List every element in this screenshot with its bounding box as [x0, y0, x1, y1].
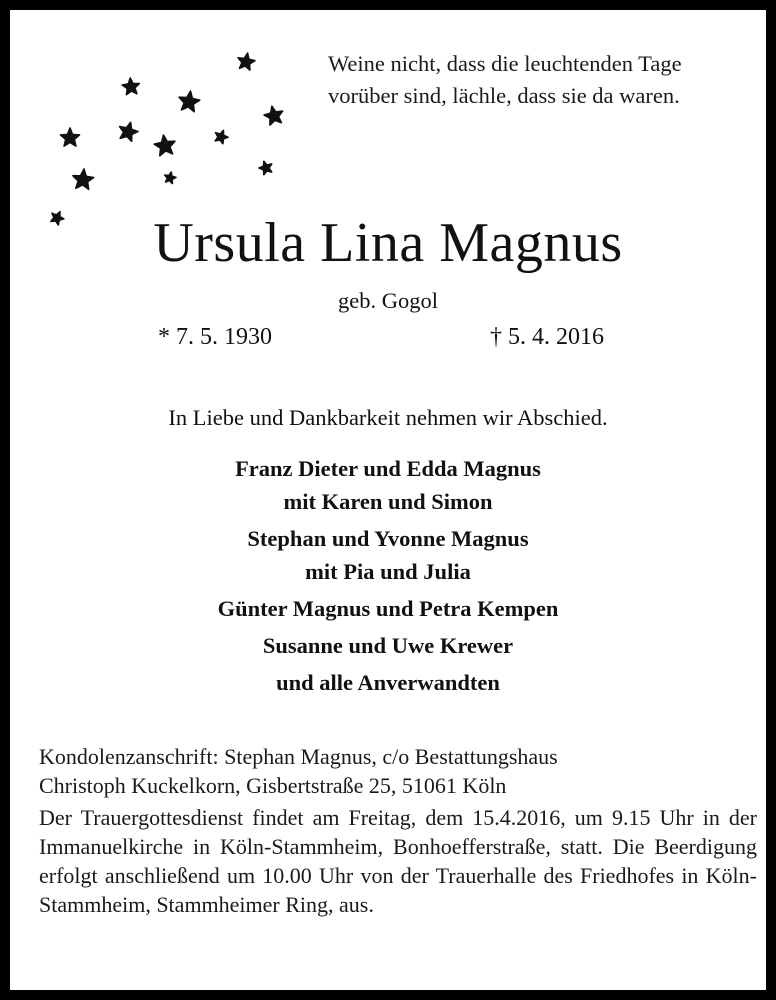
- mourner-group: [10, 522, 766, 588]
- mourner-line: Stephan und Yvonne Magnus: [247, 526, 529, 551]
- mourner-line: Susanne und Uwe Krewer: [262, 633, 514, 658]
- mourner-line: und alle Anverwandten: [276, 670, 500, 695]
- mourner-line: mit Pia und Julia: [305, 559, 471, 584]
- condolence-line: Christoph Kuckelkorn, Gisbertstraße 25, 51061 Köln: [39, 773, 507, 798]
- death-date: † 5. 4. 2016: [490, 324, 604, 350]
- condolence-line: Kondolenzanschrift: Stephan Magnus, c/o Bestattungshaus: [39, 744, 558, 769]
- mourners-list: [10, 452, 766, 703]
- farewell-text: In Liebe und Dankbarkeit nehmen wir Abschied.: [168, 405, 608, 430]
- quote: [328, 48, 768, 112]
- star-icon: [154, 135, 175, 156]
- mourner-line: Günter Magnus und Petra Kempen: [217, 596, 559, 621]
- star-icon: [165, 172, 176, 183]
- mourner-group: [10, 592, 766, 625]
- mourner-line: Franz Dieter und Edda Magnus: [235, 456, 541, 481]
- mourner-group: [10, 452, 766, 518]
- quote-line: vorüber sind, lächle, dass sie da waren.: [328, 83, 680, 108]
- star-icon: [259, 161, 272, 174]
- star-icon: [61, 128, 80, 146]
- service-details: Der Trauergottesdienst findet am Freitag, dem 15.4.2016, um 9.15 Uhr in der Immanuelkirche in Köln-Stammheim, Bonhoefferstraße, statt. Die Beerdigung erfolgt anschließend um 10.00 Uhr von der Trauerhalle des Friedhofes in Köln-Stammheim, Stammheimer Ring, aus.: [39, 805, 757, 917]
- star-icon: [122, 78, 139, 95]
- mourner-group: [10, 666, 766, 699]
- deceased-name: Ursula Lina Magnus: [153, 212, 623, 274]
- condolence-address: [39, 742, 757, 800]
- star-icon: [120, 122, 138, 141]
- star-icon: [179, 91, 200, 112]
- quote-line: Weine nicht, dass die leuchtenden Tage: [328, 51, 682, 76]
- info-section: [39, 742, 757, 922]
- mourner-group: [10, 629, 766, 662]
- mourner-line: mit Karen und Simon: [283, 489, 493, 514]
- star-icon: [264, 106, 283, 125]
- star-icon: [73, 169, 94, 189]
- star-icon: [238, 53, 255, 70]
- birth-name: geb. Gogol: [338, 288, 438, 313]
- star-icon: [215, 130, 228, 143]
- birth-date: * 7. 5. 1930: [158, 324, 272, 350]
